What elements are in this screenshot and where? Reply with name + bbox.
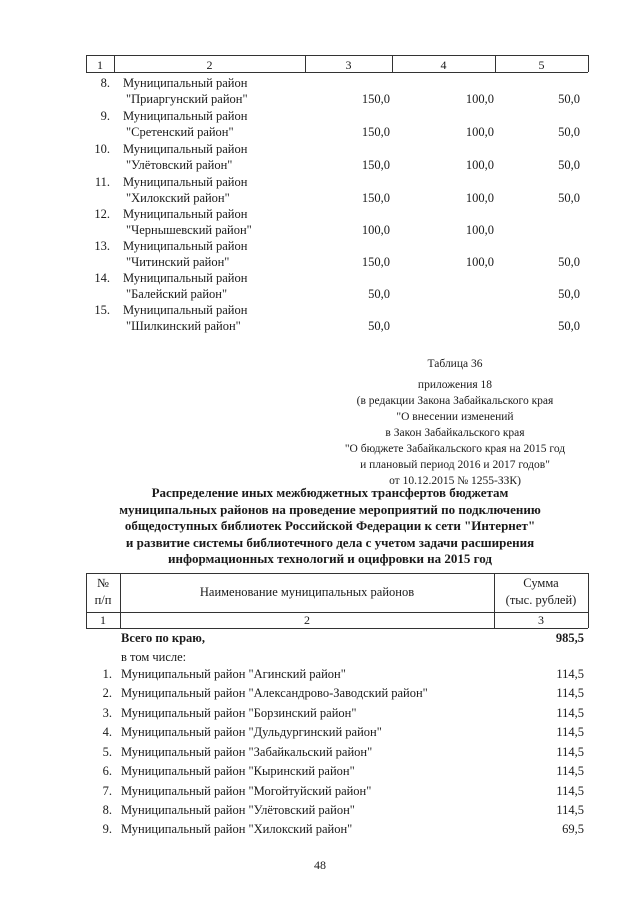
table-row: [0, 803, 640, 821]
row-number: 5.: [102, 745, 112, 759]
row-number: 1.: [102, 667, 112, 681]
row-number: 4.: [102, 725, 112, 739]
row-name-line2: "Читинский район": [126, 255, 230, 269]
caption-line: и плановый период 2016 и 2017 годов": [360, 459, 550, 471]
title-line: и развитие системы библиотечного дела с учетом задачи расширения: [125, 534, 535, 550]
row-value-col3: 150,0: [361, 92, 390, 106]
table-row: [0, 822, 640, 840]
row-number: 9.: [102, 822, 112, 836]
row-value-col4: 100,0: [465, 191, 494, 205]
title-line: муниципальных районов на проведение мероприятий по подключению: [119, 501, 541, 517]
row-number: 2.: [102, 686, 112, 700]
row-name-line2: "Хилокский район": [126, 191, 230, 205]
header-sum-line2: (тыс. рублей): [505, 593, 577, 607]
row-value-col4: 100,0: [465, 158, 494, 172]
table2-col-number: 3: [538, 613, 544, 627]
table-row: [0, 76, 640, 108]
row-name-line1: Муниципальный район: [123, 142, 248, 156]
top-col-number: 5: [538, 58, 545, 72]
row-value-col3: 50,0: [368, 319, 390, 333]
row-name-line2: "Улётовский район": [126, 158, 233, 172]
caption-line: в Закон Забайкальского края: [385, 427, 525, 439]
row-value: 114,5: [556, 706, 584, 720]
row-value: 114,5: [556, 686, 584, 700]
table2-border-top: [86, 573, 588, 574]
title-line: общедоступных библиотек Российской Федерации к сети "Интернет": [124, 518, 536, 533]
caption-line: "О бюджете Забайкальского края на 2015 год: [344, 443, 566, 455]
header-name: Наименование муниципальных районов: [199, 585, 415, 599]
total-label: Всего по краю,: [121, 631, 205, 645]
row-value-col5: 50,0: [558, 125, 580, 139]
row-number: 13.: [94, 239, 110, 253]
row-name: Муниципальный район "Агинский район": [121, 667, 346, 681]
row-name-line1: Муниципальный район: [123, 239, 248, 253]
row-number: 14.: [94, 271, 110, 285]
row-value: 114,5: [556, 784, 584, 798]
table-row: [0, 725, 640, 743]
caption-line: приложения 18: [417, 379, 493, 391]
table-row: [0, 239, 640, 271]
row-number: 8.: [100, 76, 110, 90]
row-value-col4: 100,0: [465, 223, 494, 237]
row-name: Муниципальный район "Забайкальский район": [121, 745, 373, 759]
row-name-line2: "Сретенский район": [126, 125, 234, 139]
row-value-col5: 50,0: [558, 191, 580, 205]
row-name-line2: "Балейский район": [126, 287, 228, 301]
title-line: информационных технологий и оцифровки на 2015 год: [168, 551, 492, 566]
row-number: 11.: [94, 175, 110, 189]
row-name: Муниципальный район "Могойтуйский район": [121, 784, 372, 798]
table2-border-bottom: [86, 628, 588, 629]
table-row: [0, 175, 640, 207]
table-row: [0, 784, 640, 802]
row-name: Муниципальный район "Дульдургинский район": [121, 725, 382, 739]
table-row: [0, 109, 640, 141]
table-label: Таблица 36: [427, 358, 483, 370]
header-sum-line1: Сумма: [523, 576, 559, 590]
row-number: 9.: [100, 109, 110, 123]
title-line: Распределение иных межбюджетных трансфертов бюджетам: [151, 485, 509, 500]
row-number: 7.: [102, 784, 112, 798]
row-value-col5: 50,0: [558, 92, 580, 106]
table2-divider: [588, 573, 589, 628]
row-number: 8.: [102, 803, 112, 817]
table-row: [0, 667, 640, 685]
row-name: Муниципальный район "Борзинский район": [121, 706, 357, 720]
row-value-col4: 100,0: [465, 125, 494, 139]
row-name: Муниципальный район "Александрово-Заводский район": [121, 686, 428, 700]
row-value-col5: 50,0: [558, 158, 580, 172]
row-value-col5: 50,0: [558, 255, 580, 269]
caption-line: (в редакции Закона Забайкальского края: [356, 395, 554, 407]
document-title: [60, 485, 600, 568]
top-table-divider: [588, 55, 589, 72]
including-label: в том числе:: [121, 650, 187, 664]
row-number: 12.: [94, 207, 110, 221]
row-value: 114,5: [556, 725, 584, 739]
table-row: [0, 303, 640, 335]
row-name-line1: Муниципальный район: [123, 207, 248, 221]
table-row: [0, 686, 640, 704]
table-row: [0, 745, 640, 763]
top-col-number: 1: [97, 58, 103, 72]
row-value-col3: 150,0: [361, 191, 390, 205]
row-value: 114,5: [556, 803, 584, 817]
table-row: [0, 142, 640, 174]
row-number: 15.: [94, 303, 110, 317]
row-value-col3: 150,0: [361, 255, 390, 269]
total-value: 985,5: [555, 631, 584, 645]
page-number: 48: [314, 858, 326, 872]
row-name-line2: "Чернышевский район": [126, 223, 252, 237]
top-table-border-top: [86, 55, 588, 56]
row-name: Муниципальный район "Кыринский район": [121, 764, 355, 778]
caption-line: от 10.12.2015 № 1255-ЗЗК): [389, 475, 521, 487]
row-value: 69,5: [562, 822, 584, 836]
row-name: Муниципальный район "Улётовский район": [121, 803, 355, 817]
row-value-col5: 50,0: [558, 287, 580, 301]
header-num-line2: п/п: [94, 593, 112, 607]
row-name-line1: Муниципальный район: [123, 303, 248, 317]
row-name-line1: Муниципальный район: [123, 271, 248, 285]
row-value-col3: 150,0: [361, 158, 390, 172]
row-value-col3: 100,0: [361, 223, 390, 237]
table-row: [0, 207, 640, 239]
top-col-number: 4: [440, 58, 447, 72]
table-row: [0, 706, 640, 724]
row-value: 114,5: [556, 745, 584, 759]
row-name-line1: Муниципальный район: [123, 109, 248, 123]
row-value-col4: 100,0: [465, 92, 494, 106]
caption-line: "О внесении изменений: [396, 411, 514, 423]
table2-col-number: 1: [100, 613, 106, 627]
row-name-line1: Муниципальный район: [123, 76, 248, 90]
row-name-line2: "Приаргунский район": [126, 92, 248, 106]
row-name: Муниципальный район "Хилокский район": [121, 822, 353, 836]
table-row: [0, 764, 640, 782]
top-col-number: 2: [206, 58, 213, 72]
table2-col-number: 2: [304, 613, 310, 627]
row-name-line2: "Шилкинский район": [126, 319, 241, 333]
table-row: [0, 271, 640, 303]
row-value: 114,5: [556, 764, 584, 778]
row-value-col4: 100,0: [465, 255, 494, 269]
header-num-line1: №: [97, 576, 109, 590]
row-number: 3.: [102, 706, 112, 720]
row-name-line1: Муниципальный район: [123, 175, 248, 189]
row-value-col5: 50,0: [558, 319, 580, 333]
row-value: 114,5: [556, 667, 584, 681]
row-value-col3: 50,0: [368, 287, 390, 301]
row-number: 10.: [94, 142, 110, 156]
row-value-col3: 150,0: [361, 125, 390, 139]
row-number: 6.: [102, 764, 112, 778]
top-col-number: 3: [345, 58, 352, 72]
